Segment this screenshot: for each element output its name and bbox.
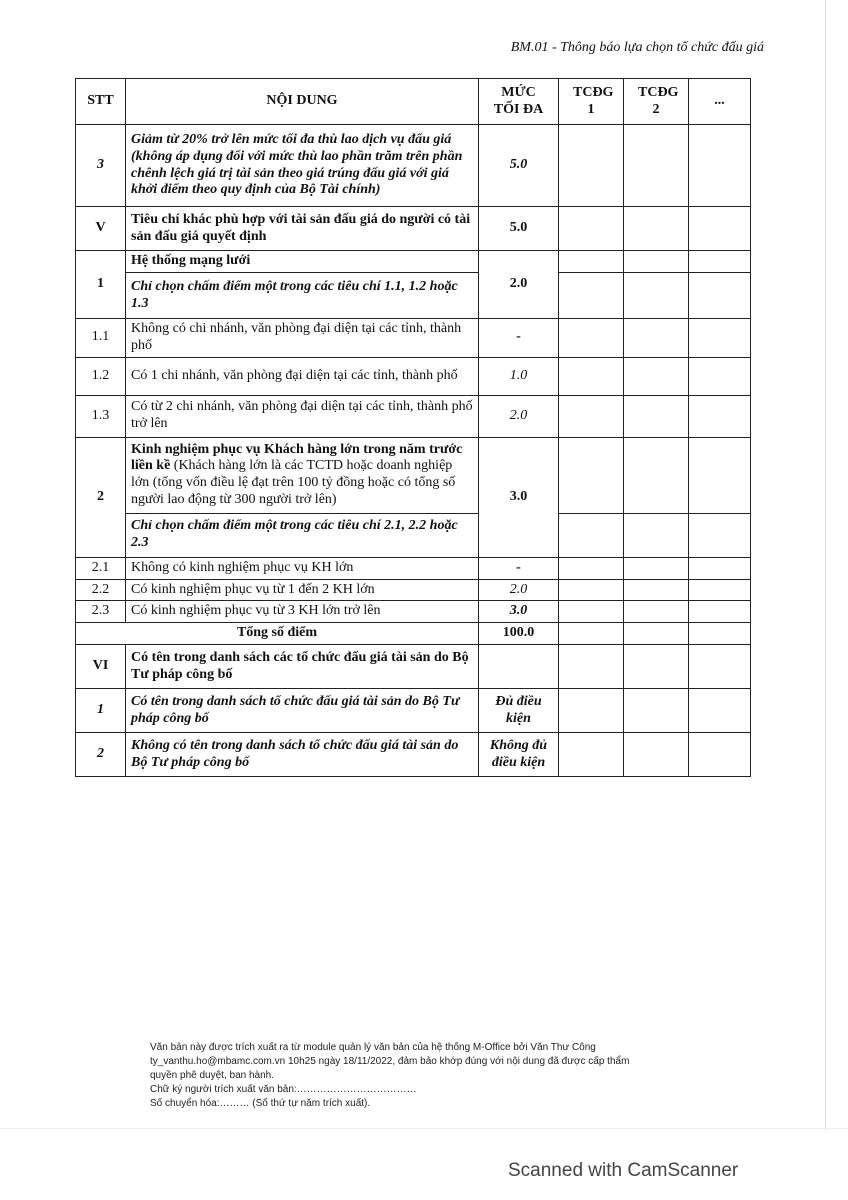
table-row bbox=[76, 207, 751, 251]
row-stt: 3 bbox=[76, 125, 126, 207]
score-cell bbox=[624, 623, 689, 645]
row-stt: 1.2 bbox=[76, 357, 126, 395]
row-content: Có từ 2 chi nhánh, văn phòng đại diện tại các tỉnh, thành phố trở lên bbox=[126, 395, 479, 437]
score-cell bbox=[689, 557, 751, 579]
score-cell bbox=[559, 319, 624, 358]
row-max: 2.0 bbox=[479, 251, 559, 319]
row-stt: 1.1 bbox=[76, 319, 126, 358]
row-content: Không có chi nhánh, văn phòng đại diện tại các tỉnh, thành phố bbox=[126, 319, 479, 358]
total-row bbox=[76, 623, 751, 645]
row-max bbox=[479, 645, 559, 689]
row-stt: VI bbox=[76, 645, 126, 689]
table-row bbox=[76, 557, 751, 579]
score-cell bbox=[624, 689, 689, 733]
table-row bbox=[76, 357, 751, 395]
score-cell bbox=[624, 557, 689, 579]
row-stt: 2.1 bbox=[76, 557, 126, 579]
table-row bbox=[76, 125, 751, 207]
score-cell bbox=[559, 437, 624, 513]
score-cell bbox=[624, 601, 689, 623]
row-content: Tiêu chí khác phù hợp với tài sản đấu giá do người có tài sản đấu giá quyết định bbox=[126, 207, 479, 251]
score-cell bbox=[559, 689, 624, 733]
score-cell bbox=[559, 273, 624, 319]
row-content: Có tên trong danh sách tổ chức đấu giá tài sản do Bộ Tư pháp công bố bbox=[126, 689, 479, 733]
scanner-watermark: Scanned with CamScanner bbox=[508, 1160, 739, 1181]
table-row bbox=[76, 395, 751, 437]
score-cell bbox=[689, 395, 751, 437]
row-stt: 2 bbox=[76, 437, 126, 557]
scan-edge bbox=[0, 1128, 848, 1129]
score-cell bbox=[689, 207, 751, 251]
score-cell bbox=[689, 623, 751, 645]
row-stt: 1 bbox=[76, 251, 126, 319]
col-header-stt: STT bbox=[76, 79, 126, 125]
score-cell bbox=[624, 733, 689, 777]
table-row bbox=[76, 319, 751, 358]
score-cell bbox=[559, 623, 624, 645]
table-row bbox=[76, 601, 751, 623]
footer-line: quyền phê duyệt, ban hành. bbox=[150, 1070, 274, 1081]
footer-line: Số chuyển hóa:……… (Số thứ tự năm trích xuất). bbox=[150, 1098, 371, 1109]
score-cell bbox=[559, 601, 624, 623]
score-cell bbox=[559, 733, 624, 777]
row-max: Đủ điều kiện bbox=[479, 689, 559, 733]
score-cell bbox=[689, 689, 751, 733]
row-max: 3.0 bbox=[479, 601, 559, 623]
form-reference: BM.01 - Thông báo lựa chọn tổ chức đấu giá bbox=[510, 40, 764, 55]
score-cell bbox=[624, 357, 689, 395]
row-max: 3.0 bbox=[479, 437, 559, 557]
score-cell bbox=[689, 601, 751, 623]
score-cell bbox=[689, 251, 751, 273]
score-cell bbox=[559, 579, 624, 601]
score-cell bbox=[624, 273, 689, 319]
score-cell bbox=[689, 273, 751, 319]
table-row bbox=[76, 273, 751, 319]
table-row bbox=[76, 689, 751, 733]
score-cell bbox=[559, 207, 624, 251]
score-cell bbox=[559, 395, 624, 437]
score-cell bbox=[559, 125, 624, 207]
score-cell bbox=[689, 733, 751, 777]
row-content: Giảm từ 20% trở lên mức tối đa thù lao dịch vụ đấu giá (không áp dụng đối với mức thù lao phần trăm trên phần chênh lệch giá trị tài sản theo giá trúng đấu giá với giá khởi điểm theo quy định của Bộ Tài chính) bbox=[126, 125, 479, 207]
extraction-footer bbox=[150, 1041, 690, 1111]
row-content-note: Chỉ chọn chấm điểm một trong các tiêu chí 1.1, 1.2 hoặc 1.3 bbox=[126, 273, 479, 319]
row-content bbox=[126, 437, 479, 513]
score-cell bbox=[559, 557, 624, 579]
row-stt: 2.2 bbox=[76, 579, 126, 601]
scan-crease bbox=[825, 0, 826, 1130]
table-row bbox=[76, 645, 751, 689]
footer-line: Chữ ký người trích xuất văn bản:……………………………… bbox=[150, 1084, 417, 1095]
score-cell bbox=[689, 357, 751, 395]
row-content: Có kinh nghiệm phục vụ từ 1 đến 2 KH lớn bbox=[126, 579, 479, 601]
row-max: - bbox=[479, 319, 559, 358]
table-row bbox=[76, 251, 751, 273]
row-stt: 2 bbox=[76, 733, 126, 777]
row-content: Có kinh nghiệm phục vụ từ 3 KH lớn trở lên bbox=[126, 601, 479, 623]
col-header-more: ... bbox=[689, 79, 751, 125]
score-cell bbox=[624, 207, 689, 251]
score-cell bbox=[559, 357, 624, 395]
row-stt: 1 bbox=[76, 689, 126, 733]
row-content: Có 1 chi nhánh, văn phòng đại diện tại các tỉnh, thành phố bbox=[126, 357, 479, 395]
row-content: Có tên trong danh sách các tổ chức đấu giá tài sản do Bộ Tư pháp công bố bbox=[126, 645, 479, 689]
row-content: Hệ thống mạng lưới bbox=[126, 251, 479, 273]
row-content-rest: (Khách hàng lớn là các TCTD hoặc doanh nghiệp lớn (tổng vốn điều lệ đạt trên 100 tỷ đồng hoặc có tổng số người lao động từ 300 người trở lên) bbox=[131, 458, 456, 507]
footer-line: ty_vanthu.ho@mbamc.com.vn 10h25 ngày 18/11/2022, đảm bảo khớp đúng với nội dung đã được cấp thẩm bbox=[150, 1056, 630, 1067]
score-cell bbox=[559, 513, 624, 557]
score-cell bbox=[624, 395, 689, 437]
row-content-note: Chỉ chọn chấm điểm một trong các tiêu chí 2.1, 2.2 hoặc 2.3 bbox=[126, 513, 479, 557]
row-max: 2.0 bbox=[479, 395, 559, 437]
row-stt: 2.3 bbox=[76, 601, 126, 623]
score-cell bbox=[624, 125, 689, 207]
score-cell bbox=[689, 579, 751, 601]
score-cell bbox=[689, 437, 751, 513]
row-stt: 1.3 bbox=[76, 395, 126, 437]
score-cell bbox=[689, 513, 751, 557]
criteria-table bbox=[75, 78, 751, 777]
table-row bbox=[76, 437, 751, 513]
row-content: Không có tên trong danh sách tổ chức đấu giá tài sản do Bộ Tư pháp công bố bbox=[126, 733, 479, 777]
score-cell bbox=[624, 437, 689, 513]
total-max: 100.0 bbox=[479, 623, 559, 645]
row-max: 5.0 bbox=[479, 207, 559, 251]
col-header-tcdg1: TCĐG 1 bbox=[559, 79, 624, 125]
row-max: 1.0 bbox=[479, 357, 559, 395]
col-header-content: NỘI DUNG bbox=[126, 79, 479, 125]
table-row bbox=[76, 579, 751, 601]
score-cell bbox=[624, 579, 689, 601]
score-cell bbox=[624, 645, 689, 689]
score-cell bbox=[689, 125, 751, 207]
row-content: Không có kinh nghiệm phục vụ KH lớn bbox=[126, 557, 479, 579]
row-max: 2.0 bbox=[479, 579, 559, 601]
score-cell bbox=[559, 251, 624, 273]
table-row bbox=[76, 733, 751, 777]
score-cell bbox=[624, 319, 689, 358]
row-max: - bbox=[479, 557, 559, 579]
total-label: Tổng số điểm bbox=[76, 623, 479, 645]
score-cell bbox=[559, 645, 624, 689]
score-cell bbox=[624, 513, 689, 557]
table-header-row bbox=[76, 79, 751, 125]
score-cell bbox=[624, 251, 689, 273]
col-header-tcdg2: TCĐG 2 bbox=[624, 79, 689, 125]
score-cell bbox=[689, 319, 751, 358]
row-stt: V bbox=[76, 207, 126, 251]
row-max: Không đủ điều kiện bbox=[479, 733, 559, 777]
score-cell bbox=[689, 645, 751, 689]
col-header-max: MỨC TỐI ĐA bbox=[479, 79, 559, 125]
row-content-bold: Kinh nghiệm phục vụ Khách hàng lớn trong năm trước liền kề bbox=[131, 441, 463, 474]
table-row bbox=[76, 513, 751, 557]
footer-line: Văn bản này được trích xuất ra từ module quản lý văn bản của hệ thống M-Office bởi Văn Thư Công bbox=[150, 1042, 596, 1053]
row-max: 5.0 bbox=[479, 125, 559, 207]
